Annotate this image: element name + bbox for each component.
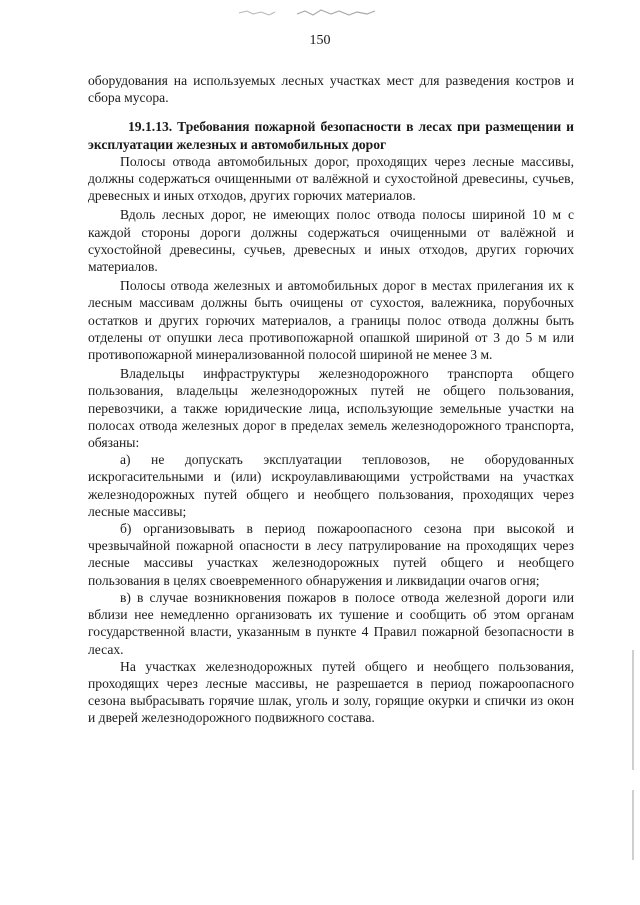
scan-edge-line: [632, 650, 634, 770]
paragraph-3: Полосы отвода железных и автомобильных дорог в местах прилегания их к лесным массивам должны быть очищены от сухостоя, валежника, порубочных остатков и других горючих материалов, а границы полос отвода должны быть отделены от опушки леса противопожарной опашкой шириной от 3 до 5 м или противопожарной минерализованной полосой шириной не менее 3 м.: [88, 278, 574, 363]
scan-edge-line: [632, 790, 634, 860]
paragraph-5: На участках железнодорожных путей общего и необщего пользования, проходящих через лесные массивы, не разрешается в период пожароопасного сезона выбрасывать горячие шлак, уголь и золу, горящие окурки и спички из окон и дверей железнодорожного подвижного состава.: [88, 658, 574, 726]
paragraph-2: Вдоль лесных дорог, не имеющих полос отвода полосы шириной 10 м с каждой стороны дороги должны содержаться очищенными от валёжной и сухостойной древесины, сучьев, древесных и иных отходов, других горючих материалов.: [88, 207, 574, 275]
scan-artifact: [235, 6, 395, 20]
paragraph-continued: оборудования на используемых лесных участках мест для разведения костров и сбора мусора.: [88, 73, 574, 106]
list-item-c: в) в случае возникновения пожаров в полосе отвода железной дороги или вблизи нее немедленно организовать их тушение и сообщить об этом органам государственной власти, указанным в пункте 4 Правил пожарной безопасности в лесах.: [88, 589, 574, 657]
document-body: [88, 72, 574, 727]
list-item-b: б) организовывать в период пожароопасного сезона при высокой и чрезвычайной пожарной опасности в лесу патрулирование на проходящих через лесные массивы участках железнодорожных путей общего и необщего пользования в целях своевременного обнаружения и ликвидации очагов огня;: [88, 521, 574, 588]
paragraph-4: Владельцы инфраструктуры железнодорожного транспорта общего пользования, владельцы железнодорожных путей не общего пользования, перевозчики, а также юридические лица, использующие земельные участки на полосах отвода железных дорог в пределах земель железнодорожного транспорта, обязаны:: [88, 366, 574, 451]
paragraph-1: Полосы отвода автомобильных дорог, проходящих через лесные массивы, должны содержаться очищенными от валёжной и сухостойной древесины, сучьев, древесных и иных отходов, других горючих материалов.: [88, 153, 574, 204]
section-heading: 19.1.13. Требования пожарной безопасности в лесах при размещении и эксплуатации железных и автомобильных дорог: [88, 119, 574, 152]
page-number: 150: [309, 33, 331, 48]
list-item-a: а) не допускать эксплуатации тепловозов, не оборудованных искрогасительными и (или) искроулавливающими устройствами на участках железнодорожных путей общего и необщего пользования, проходящих через лесные массивы;: [88, 452, 574, 519]
